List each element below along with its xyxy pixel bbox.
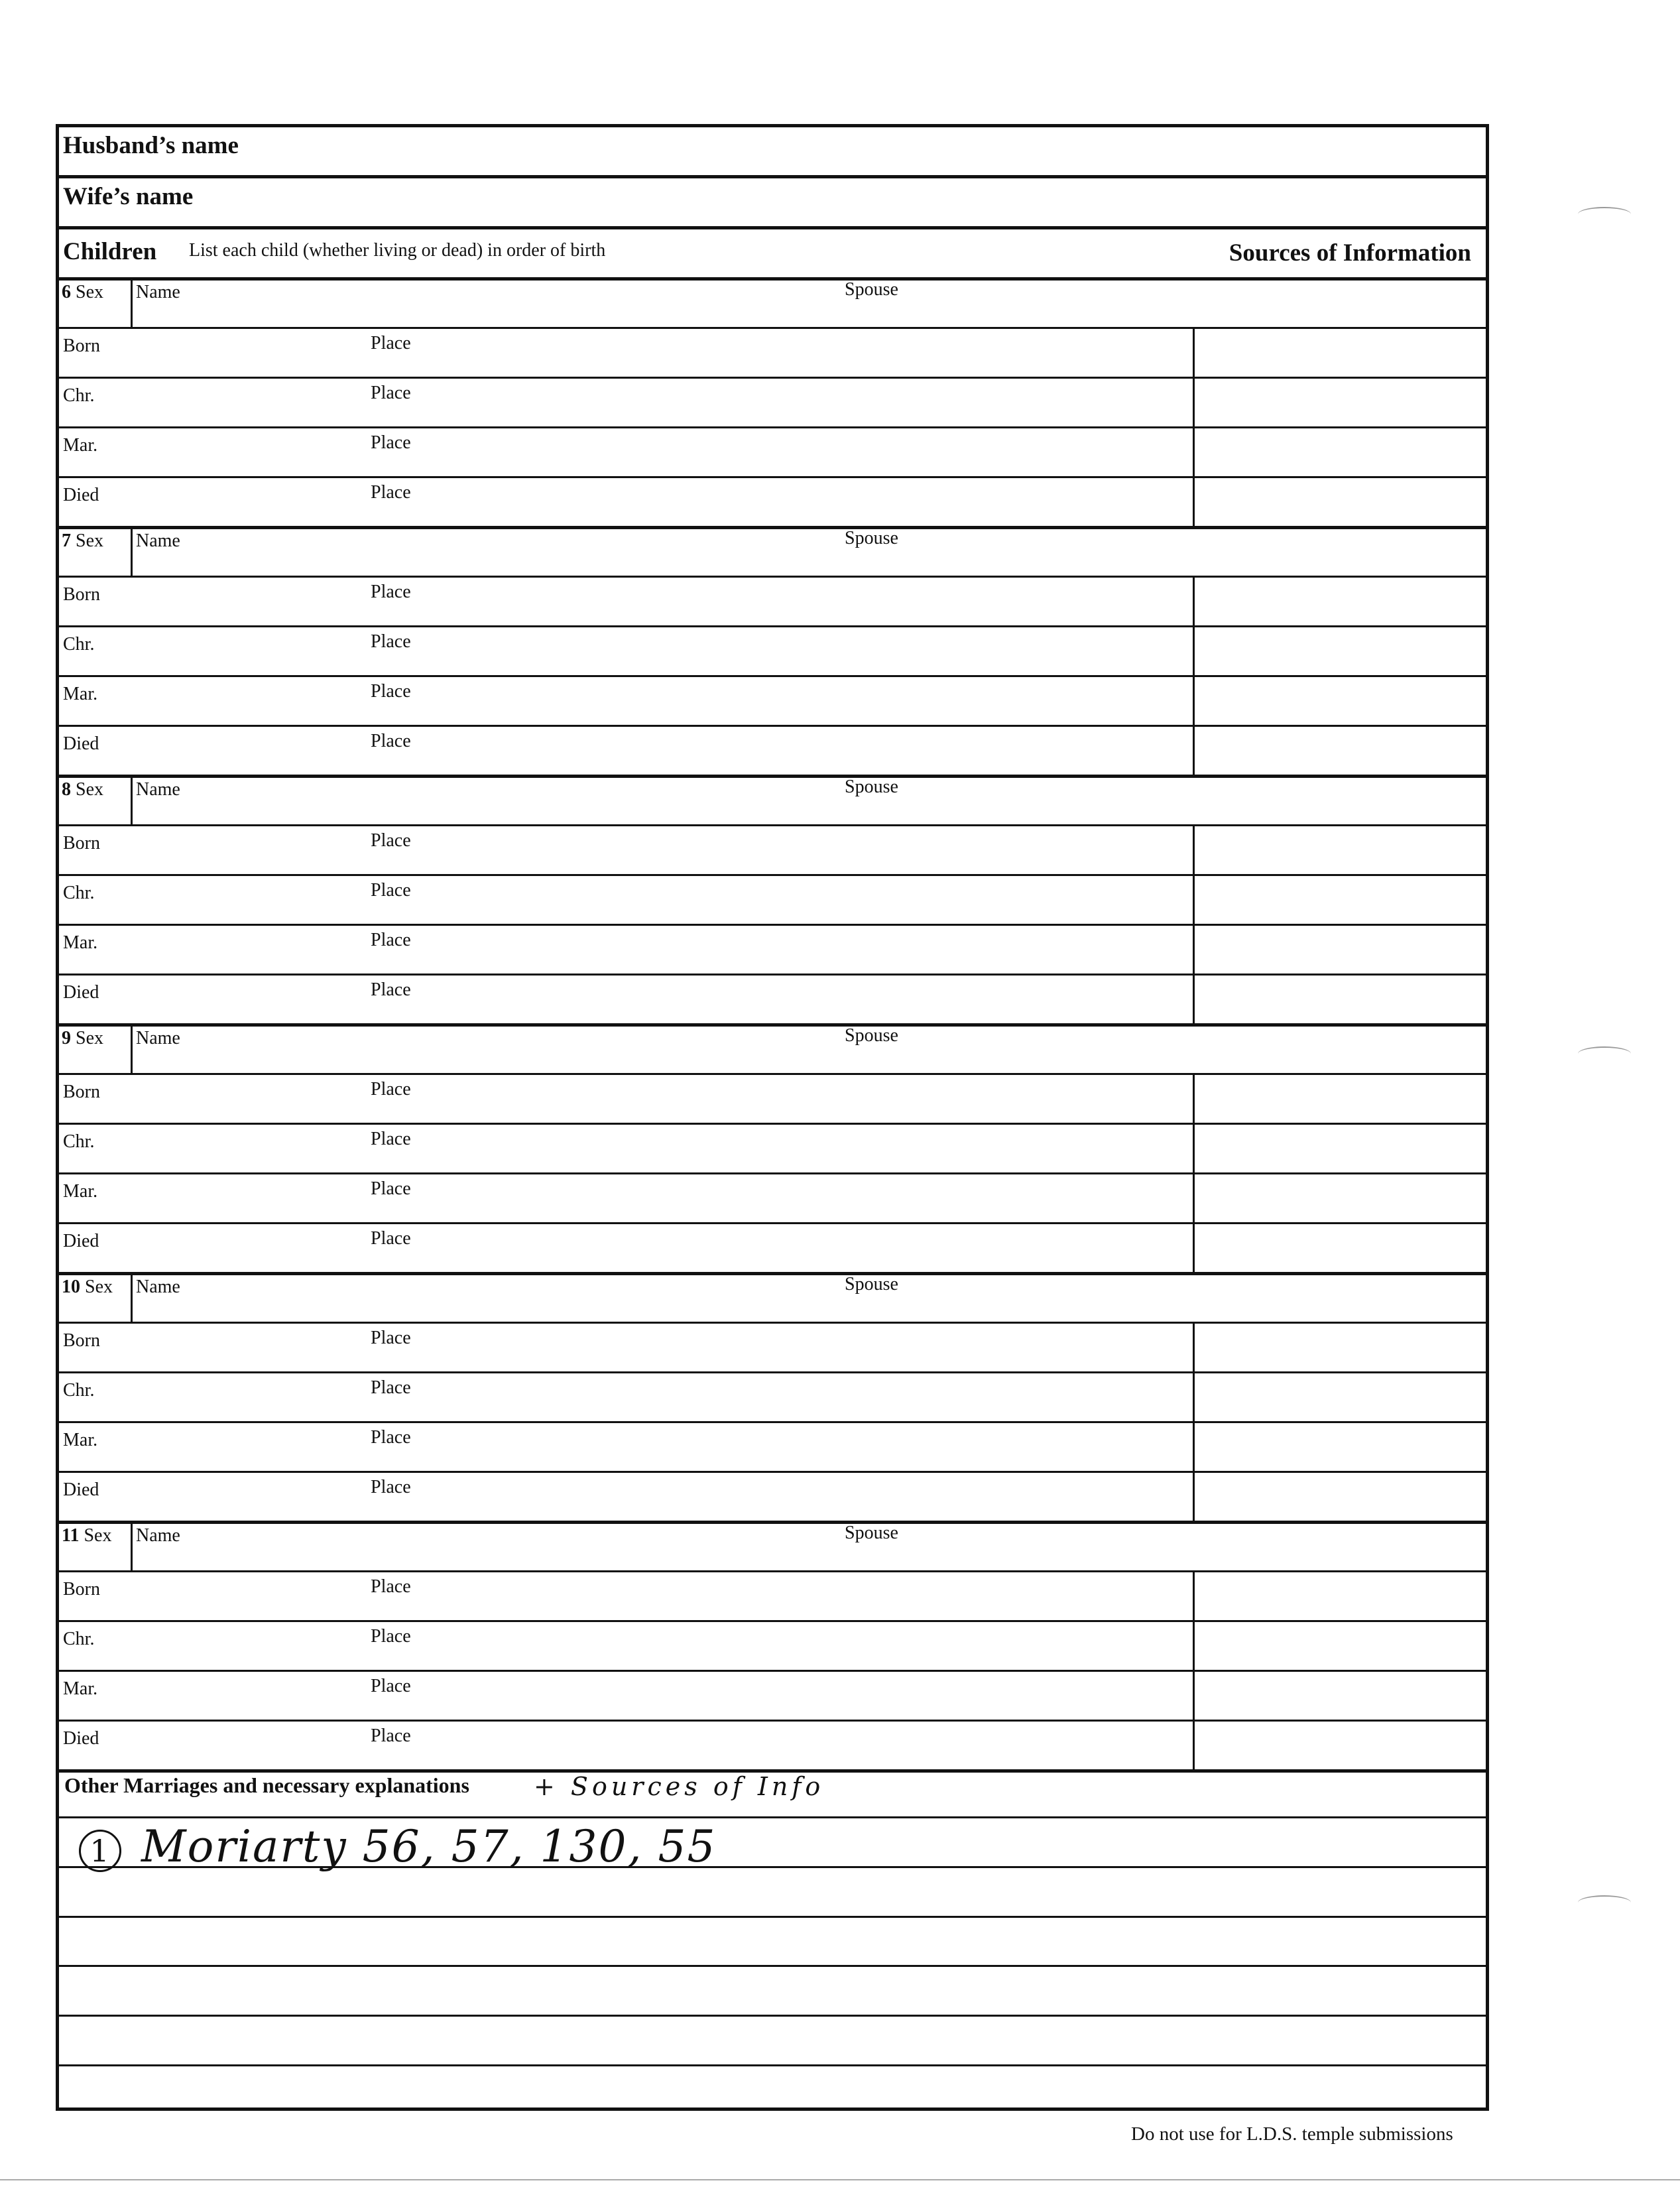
chr-label: Chr. bbox=[63, 1629, 95, 1649]
handwritten-entry-text: Moriarty 56, 57, 130, 55 bbox=[141, 1821, 717, 1872]
event-row-mar bbox=[59, 926, 1486, 975]
children-note: List each child (whether living or dead) in order of birth bbox=[189, 240, 606, 261]
child-number: 8 bbox=[62, 779, 71, 800]
child-number-sex bbox=[62, 282, 103, 303]
place-label: Place bbox=[371, 482, 411, 503]
child-block bbox=[59, 1524, 1486, 1773]
child-number: 10 bbox=[62, 1277, 80, 1297]
born-label: Born bbox=[63, 1330, 100, 1351]
scan-edge-line bbox=[0, 2179, 1680, 2180]
sources-column bbox=[1193, 826, 1195, 1027]
event-row-chr bbox=[59, 627, 1486, 677]
place-label: Place bbox=[371, 1178, 411, 1199]
sex-separator bbox=[131, 281, 133, 327]
spouse-label: Spouse bbox=[845, 1025, 898, 1046]
explanation-line bbox=[59, 1816, 1486, 1818]
event-row-born bbox=[59, 1075, 1486, 1125]
handwritten-sources-note: + Sources of Info bbox=[534, 1772, 825, 1801]
chr-label: Chr. bbox=[63, 634, 95, 655]
died-label: Died bbox=[63, 733, 99, 754]
child-number-sex bbox=[62, 1277, 113, 1298]
children-header-row bbox=[59, 229, 1486, 281]
children-label: Children bbox=[63, 238, 157, 265]
child-name-row bbox=[59, 1027, 1486, 1075]
child-number: 7 bbox=[62, 531, 71, 551]
place-label: Place bbox=[371, 1477, 411, 1497]
place-label: Place bbox=[371, 1726, 411, 1746]
mar-label: Mar. bbox=[63, 1430, 98, 1450]
spouse-label: Spouse bbox=[845, 279, 898, 300]
place-label: Place bbox=[371, 681, 411, 702]
child-block bbox=[59, 778, 1486, 1027]
spouse-label: Spouse bbox=[845, 777, 898, 797]
place-label: Place bbox=[371, 1676, 411, 1696]
place-label: Place bbox=[371, 333, 411, 353]
child-name-row bbox=[59, 529, 1486, 578]
event-row-chr bbox=[59, 1125, 1486, 1174]
place-label: Place bbox=[371, 1427, 411, 1448]
place-label: Place bbox=[371, 631, 411, 652]
circled-entry-number: 1 bbox=[79, 1830, 121, 1872]
event-row-mar bbox=[59, 1672, 1486, 1722]
wife-label: Wife’s name bbox=[63, 183, 194, 210]
child-number: 11 bbox=[62, 1525, 80, 1546]
chr-label: Chr. bbox=[63, 883, 95, 903]
chr-label: Chr. bbox=[63, 385, 95, 406]
spouse-label: Spouse bbox=[845, 1274, 898, 1294]
died-label: Died bbox=[63, 982, 99, 1003]
sources-column bbox=[1193, 578, 1195, 778]
place-label: Place bbox=[371, 930, 411, 950]
sex-separator bbox=[131, 529, 133, 576]
name-label: Name bbox=[136, 282, 180, 302]
place-label: Place bbox=[371, 383, 411, 403]
spouse-label: Spouse bbox=[845, 1523, 898, 1543]
sex-label: Sex bbox=[76, 531, 103, 551]
place-label: Place bbox=[371, 1079, 411, 1100]
event-row-died bbox=[59, 478, 1486, 528]
place-label: Place bbox=[371, 731, 411, 751]
name-label: Name bbox=[136, 1525, 180, 1546]
event-row-chr bbox=[59, 379, 1486, 428]
sex-separator bbox=[131, 1027, 133, 1073]
binder-hole-mark bbox=[1578, 207, 1631, 221]
chr-label: Chr. bbox=[63, 1131, 95, 1152]
mar-label: Mar. bbox=[63, 932, 98, 953]
wife-row bbox=[59, 178, 1486, 229]
sex-label: Sex bbox=[85, 1277, 113, 1297]
sex-label: Sex bbox=[76, 779, 103, 800]
place-label: Place bbox=[371, 880, 411, 901]
died-label: Died bbox=[63, 485, 99, 505]
husband-label: Husband’s name bbox=[63, 132, 239, 159]
event-row-died bbox=[59, 975, 1486, 1025]
mar-label: Mar. bbox=[63, 1678, 98, 1699]
born-label: Born bbox=[63, 1579, 100, 1600]
child-block bbox=[59, 281, 1486, 529]
place-label: Place bbox=[371, 582, 411, 602]
child-number-sex bbox=[62, 1028, 103, 1049]
event-row-born bbox=[59, 578, 1486, 627]
event-row-born bbox=[59, 826, 1486, 876]
event-row-died bbox=[59, 1722, 1486, 1771]
explanation-line bbox=[59, 1866, 1486, 1868]
born-label: Born bbox=[63, 584, 100, 605]
chr-label: Chr. bbox=[63, 1380, 95, 1401]
husband-row bbox=[59, 127, 1486, 178]
sources-column bbox=[1193, 1572, 1195, 1773]
other-marriages-label: Other Marriages and necessary explanations bbox=[64, 1773, 469, 1797]
sources-column bbox=[1193, 1324, 1195, 1524]
event-row-born bbox=[59, 1572, 1486, 1622]
place-label: Place bbox=[371, 979, 411, 1000]
event-row-died bbox=[59, 727, 1486, 777]
child-number: 6 bbox=[62, 282, 71, 302]
died-label: Died bbox=[63, 1728, 99, 1749]
child-number-sex bbox=[62, 531, 103, 552]
sources-of-information-label: Sources of Information bbox=[1229, 239, 1471, 267]
name-label: Name bbox=[136, 1028, 180, 1048]
event-row-born bbox=[59, 329, 1486, 379]
child-number-sex bbox=[62, 1525, 111, 1546]
place-label: Place bbox=[371, 830, 411, 851]
explanation-line bbox=[59, 2015, 1486, 2017]
event-row-chr bbox=[59, 876, 1486, 926]
name-label: Name bbox=[136, 779, 180, 800]
sex-separator bbox=[131, 1524, 133, 1570]
child-name-row bbox=[59, 1275, 1486, 1324]
name-label: Name bbox=[136, 1277, 180, 1297]
place-label: Place bbox=[371, 1328, 411, 1348]
footer-note: Do not use for L.D.S. temple submissions bbox=[1131, 2123, 1453, 2145]
child-block bbox=[59, 1275, 1486, 1524]
sources-column bbox=[1193, 1075, 1195, 1275]
mar-label: Mar. bbox=[63, 1181, 98, 1202]
event-row-mar bbox=[59, 1174, 1486, 1224]
place-label: Place bbox=[371, 1129, 411, 1149]
binder-hole-mark bbox=[1578, 1895, 1631, 1910]
mar-label: Mar. bbox=[63, 435, 98, 456]
explanation-line bbox=[59, 1965, 1486, 1967]
born-label: Born bbox=[63, 1082, 100, 1102]
explanation-line bbox=[59, 2064, 1486, 2066]
binder-hole-mark bbox=[1578, 1046, 1631, 1061]
sex-label: Sex bbox=[76, 282, 103, 302]
place-label: Place bbox=[371, 1228, 411, 1249]
name-label: Name bbox=[136, 531, 180, 551]
handwritten-entry bbox=[79, 1821, 716, 1872]
child-name-row bbox=[59, 1524, 1486, 1572]
sex-separator bbox=[131, 778, 133, 824]
child-block bbox=[59, 529, 1486, 778]
sex-label: Sex bbox=[76, 1028, 103, 1048]
sex-separator bbox=[131, 1275, 133, 1322]
died-label: Died bbox=[63, 1231, 99, 1251]
place-label: Place bbox=[371, 1576, 411, 1597]
family-group-record-form bbox=[56, 124, 1489, 2111]
child-number: 9 bbox=[62, 1028, 71, 1048]
child-block bbox=[59, 1027, 1486, 1275]
event-row-chr bbox=[59, 1373, 1486, 1423]
child-name-row bbox=[59, 778, 1486, 826]
spouse-label: Spouse bbox=[845, 528, 898, 548]
event-row-mar bbox=[59, 428, 1486, 478]
died-label: Died bbox=[63, 1479, 99, 1500]
event-row-died bbox=[59, 1473, 1486, 1523]
event-row-mar bbox=[59, 1423, 1486, 1473]
born-label: Born bbox=[63, 833, 100, 853]
event-row-chr bbox=[59, 1622, 1486, 1672]
event-row-born bbox=[59, 1324, 1486, 1373]
place-label: Place bbox=[371, 1377, 411, 1398]
place-label: Place bbox=[371, 432, 411, 453]
child-number-sex bbox=[62, 779, 103, 800]
mar-label: Mar. bbox=[63, 684, 98, 704]
explanation-line bbox=[59, 1916, 1486, 1918]
event-row-died bbox=[59, 1224, 1486, 1274]
event-row-mar bbox=[59, 677, 1486, 727]
child-name-row bbox=[59, 281, 1486, 329]
other-marriages-section bbox=[59, 1768, 1486, 2107]
born-label: Born bbox=[63, 336, 100, 356]
sex-label: Sex bbox=[84, 1525, 112, 1546]
place-label: Place bbox=[371, 1626, 411, 1647]
sources-column bbox=[1193, 329, 1195, 529]
